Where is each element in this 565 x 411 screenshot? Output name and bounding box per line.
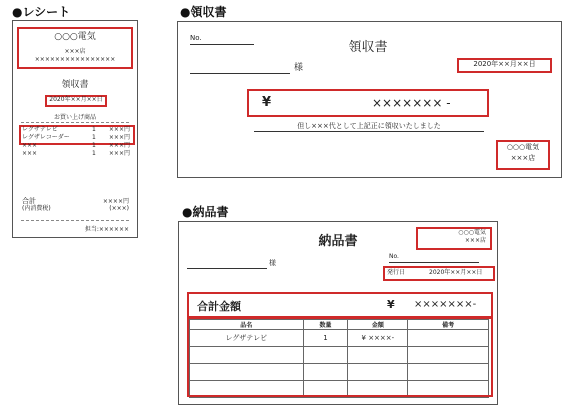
nohinsho-recipient-line (187, 268, 267, 269)
ryoshusho-branch: ×××店 (510, 154, 536, 162)
receipt-total-tax: (×××) (109, 205, 129, 212)
receipt-list-header: お買い上げ商品 (53, 114, 96, 121)
ryoshusho-heading: ●領収書 (180, 5, 227, 19)
receipt-store-name: ○○○電気 (54, 32, 96, 42)
nohinsho-branch: ×××店 (464, 237, 486, 244)
nohinsho-document (178, 221, 498, 405)
ryoshusho-date: 2020年××月××日 (473, 60, 536, 68)
receipt-item-qty: 1 (92, 126, 96, 133)
nohinsho-no-label: No. (389, 253, 399, 260)
ryoshusho-store-name: ○○○電気 (506, 143, 540, 151)
nohinsho-table-box (187, 317, 493, 397)
ryoshusho-title: 領収書 (348, 40, 388, 55)
nohinsho-issue-label: 発行日 (387, 269, 406, 276)
column-header-qty: 数量 (303, 320, 348, 330)
receipt-items (22, 127, 130, 159)
receipt-item-name: ××× (22, 142, 38, 149)
ryoshusho-no-line (190, 44, 254, 45)
column-header-item: 品名 (190, 320, 304, 330)
receipt-total-sub: (内消費税) (22, 205, 51, 212)
receipt-item-qty: 1 (92, 134, 96, 141)
receipt-item-price: ×××円 (108, 150, 130, 157)
nohinsho-total-label: 合計金額 (197, 300, 241, 313)
receipt-item-price: ×××円 (108, 142, 130, 149)
ryoshusho-amount: ××××××× - (372, 96, 451, 110)
nohinsho-no-line (389, 262, 479, 263)
nohinsho-store-name: ○○○電気 (458, 229, 486, 236)
receipt-address: ×××××××××××××××× (34, 56, 116, 63)
ryoshusho-recipient-line (190, 73, 290, 74)
receipt-document (12, 20, 138, 238)
receipt-branch: ×××店 (64, 48, 86, 55)
cell-qty: 1 (303, 330, 348, 347)
column-header-note: 備考 (408, 320, 489, 330)
ryoshusho-note: 但し×××代として上記正に領収いたしました (297, 122, 441, 130)
ryoshusho-document (177, 21, 562, 178)
receipt-item-price: ×××円 (108, 126, 130, 133)
ryoshusho-note-line (254, 131, 484, 132)
receipt-cashier: 担当:×××××× (84, 226, 129, 233)
receipt-total-value: ××××円 (102, 198, 129, 205)
receipt-item-row (22, 151, 130, 159)
receipt-item-name: レグザテレビ (22, 126, 58, 133)
cell-amount: ¥ ××××- (348, 330, 408, 347)
receipt-heading: ●レシート (12, 5, 71, 19)
nohinsho-title: 納品書 (318, 234, 358, 249)
receipt-total-label: 合計 (22, 197, 36, 205)
receipt-divider-bottom (21, 220, 129, 221)
cell-item: レグザテレビ (190, 330, 304, 347)
ryoshusho-yen: ¥ (262, 95, 272, 110)
ryoshusho-amount-box (247, 89, 489, 117)
receipt-item-name: レグザレコーダー (22, 134, 70, 141)
column-header-amount: 金額 (348, 320, 408, 330)
nohinsho-date: 2020年××月××日 (429, 269, 483, 276)
receipt-divider (21, 122, 129, 123)
ryoshusho-sama: 様 (294, 63, 304, 73)
receipt-item-price: ×××円 (108, 134, 130, 141)
nohinsho-total-amount: ×××××××- (414, 299, 477, 310)
ryoshusho-no-label: No. (190, 34, 202, 42)
receipt-title: 領収書 (61, 80, 89, 90)
receipt-date: 2020年××月××日 (49, 96, 103, 103)
receipt-item-qty: 1 (92, 142, 96, 149)
receipt-item-qty: 1 (92, 150, 96, 157)
receipt-item-name: ××× (22, 150, 38, 157)
nohinsho-yen: ¥ (387, 298, 395, 311)
nohinsho-heading: ●納品書 (182, 205, 229, 219)
nohinsho-sama: 様 (269, 259, 276, 267)
